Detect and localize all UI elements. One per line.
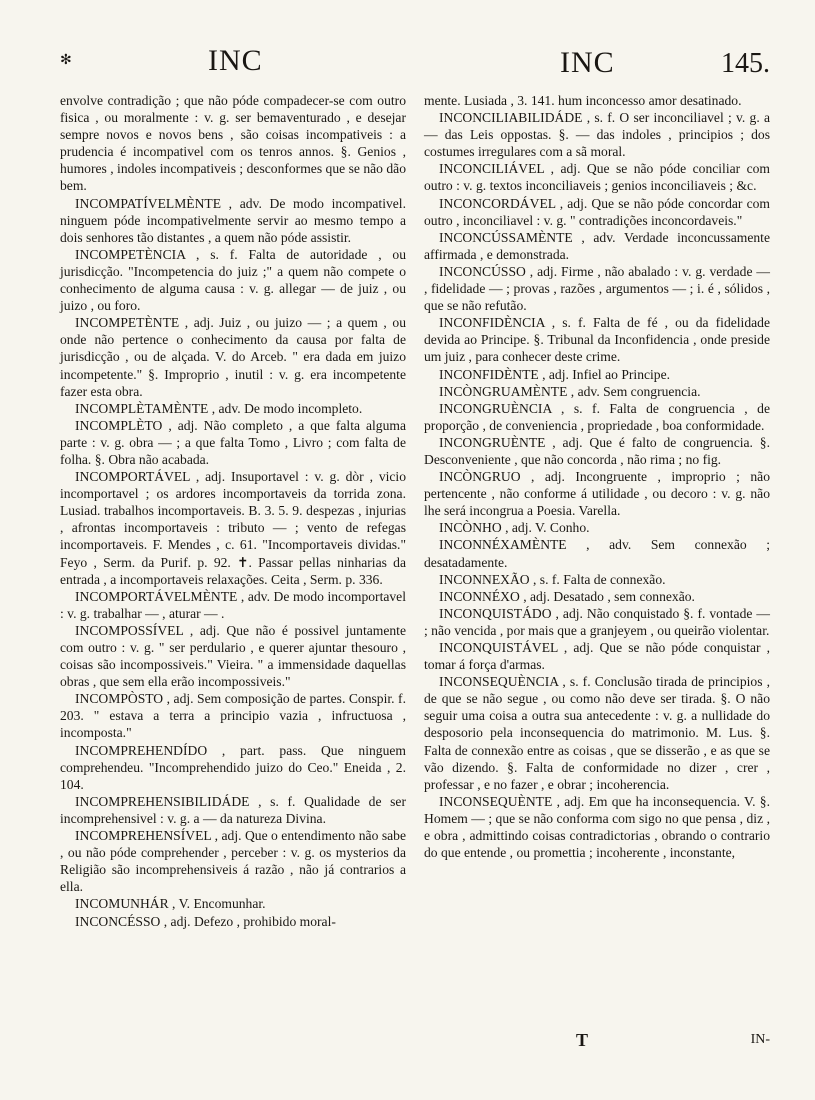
ornament-mark: ✻: [60, 52, 72, 68]
dictionary-entry: INCOMPORTÁVELMÈNTE , adv. De modo incomportavel : v. g. trabalhar — , aturar — .: [60, 588, 406, 621]
dictionary-entry: INCOMPETÈNCIA , s. f. Falta de autoridade , ou jurisdicção. "Incompetencia do juiz ;" a quem não compete o conhecimento de alguma causa : v. g. allegar — de juiz , ou juizo , ou foro.: [60, 246, 406, 314]
dictionary-entry: INCONQUISTÁDO , adj. Não conquistado §. f. vontade — ; não vencida , por mais que a granjeyem , ou queirão violentar.: [424, 605, 770, 638]
right-column: [424, 92, 770, 861]
dictionary-entry: INCONSEQUÈNCIA , s. f. Conclusão tirada de principios , de que se não segue , ou como não deve ser tirada. §. O não seguir uma coisa a outra sua antecedente : v. g. a nullidade do desposorio pela inconsequencia do matrimonio. M. Lus. §. Falta de connexão entre as coisas , que se disserão , e as que se vão dizendo. §. Falta de conformidade no dizer , crer , professar , e no fazer , e obrar ; incoherencia.: [424, 674, 770, 792]
dictionary-entry: INCONCÚSSAMÈNTE , adv. Verdade inconcussamente affirmada , e demonstrada.: [424, 229, 770, 262]
dictionary-entry: INCOMPLÈTAMÈNTE , adv. De modo incompleto.: [75, 400, 363, 416]
dictionary-entry: INCONNÉXO , adj. Desatado , sem connexão.: [439, 588, 695, 604]
left-column: [60, 92, 406, 930]
dictionary-entry: INCÒNHO , adj. V. Conho.: [439, 520, 590, 536]
dictionary-entry: INCONCORDÁVEL , adj. Que se não póde concordar com outro , inconciliavel : v. g. " contradições inconcordaveis.": [424, 195, 770, 228]
dictionary-entry: INCOMPOSSÍVEL , adj. Que não é possivel juntamente com outro : v. g. " ser perdulario , e querer ajuntar thesouro , coisas são incompossiveis." Vieira. " a immensidade daquellas obras , que sem ella erão incompossiveis.": [60, 622, 406, 690]
dictionary-entry: INCONGRUÈNTE , adj. Que é falto de congruencia. §. Desconveniente , que não concorda , não rima ; no fig.: [424, 434, 770, 467]
dictionary-entry: INCONCÚSSO , adj. Firme , não abalado : v. g. verdade — , fidelidade — ; provas , razões , argumentos — ; i. é , sólidos , que se não refutão.: [424, 263, 770, 314]
dictionary-entry: INCONCILIABILIDÁDE , s. f. O ser inconciliavel ; v. g. a — das Leis oppostas. §. — das indoles , principios ; dos costumes irregulares com a sã moral.: [424, 110, 770, 160]
page-number: 145.: [721, 48, 770, 79]
dictionary-entry: INCONGRUÈNCIA , s. f. Falta de congruencia , de proporção , de conveniencia , propriedade , boa conformidade.: [424, 400, 770, 433]
continued-entry: envolve contradição ; que não póde compadecer-se com outro fisica , ou moralmente : v. g. ser bemaventurado , e desejar sempre novos e novos bens , são coisas incompativeis : a prudencia é incompativel com os tenros annos. §. Genios , humores , indoles incompativeis ; desconformes que se não dão bem.: [60, 93, 406, 194]
dictionary-entry: INCOMPLÈTO , adj. Não completo , a que falta alguma parte : v. g. obra — ; a que falta Tomo , Livro ; com falta de folha. §. Obra não acabada.: [60, 417, 406, 467]
dictionary-entry: INCOMPREHENDÍDO , part. pass. Que ninguem comprehendeu. "Incomprehendido juizo do Ceo." Eneida , 2. 104.: [60, 742, 406, 792]
page-header: [60, 44, 770, 84]
page-footer: [424, 1030, 770, 1054]
continued-entry: mente. Lusiada , 3. 141. hum inconcesso amor desatinado.: [424, 93, 742, 108]
running-head-left: INC: [208, 44, 263, 77]
dictionary-entry: INCONNEXÃO , s. f. Falta de connexão.: [439, 571, 666, 587]
dictionary-entry: INCÒNGRUAMÈNTE , adv. Sem congruencia.: [439, 383, 701, 399]
dictionary-entry: INCOMPETÈNTE , adj. Juiz , ou juizo — ; a quem , ou onde não pertence o conhecimento da causa por falta de jurisdicção , ou de alçada. V. do Arceb. " era dada em juizo incompetente." §. Improprio , inutil : v. g. era incompetente fazer esta obra.: [60, 315, 406, 399]
dictionary-entry: INCOMPORTÁVEL , adj. Insuportavel : v. g. dòr , vicio incomportavel ; os ardores incomportaveis da torrida zona. Lusiad. trabalhos incomportaveis. B. 3. 5. 9. despezas , injurias , afrontas incomportaveis : tributo — ; vento de refegas incomportaveis. F. Mendes , c. 61. "Incomportaveis dividas." Feyo , Serm. da Purif. p. 92. ✝. Passar pellas ninharias da entrada , a incomportaveis relaxações. Ceita , Serm. p. 336.: [60, 469, 406, 587]
dictionary-entry: INCOMPREHENSÍVEL , adj. Que o entendimento não sabe , ou não póde comprehender , perceber : v. g. os mysterios da Religião são incomprehensiveis á razão , não já contrarios a ella.: [60, 828, 406, 895]
dictionary-entry: INCONCILIÁVEL , adj. Que se não póde conciliar com outro : v. g. textos inconciliaveis ; genios inconciliaveis ; &c.: [424, 161, 770, 194]
running-head-right: INC: [560, 46, 615, 79]
dictionary-entry: INCONFIDÈNTE , adj. Infiel ao Principe.: [439, 366, 671, 382]
dictionary-entry: INCÒNGRUO , adj. Incongruente , improprio ; não pertencente , não conforme á utilidade , ou decoro : v. g. não lhe será incongrua a Poesia. Varella.: [424, 469, 770, 519]
dictionary-entry: INCOMPÒSTO , adj. Sem composição de partes. Conspir. f. 203. " estava a terra a principio vazia , infructuosa , incomposta.": [60, 691, 406, 741]
dictionary-entry: INCONFIDÈNCIA , s. f. Falta de fé , ou da fidelidade devida ao Principe. §. Tribunal da Inconfidencia , onde preside um juiz , para conhecer deste crime.: [424, 315, 770, 365]
dictionary-entry: INCONNÉXAMÈNTE , adv. Sem connexão ; desatadamente.: [424, 537, 770, 570]
signature-mark: T: [576, 1030, 589, 1050]
dictionary-entry: INCOMPREHENSIBILIDÁDE , s. f. Qualidade de ser incomprehensivel : v. g. a — da natureza Divina.: [60, 793, 406, 826]
dictionary-entry: INCOMPATÍVELMÈNTE , adv. De modo incompativel. ninguem póde incompativelmente servir ao mesmo tempo a dois senhores tão distantes , a quem não póde assistir.: [60, 195, 406, 245]
dictionary-entry: INCOMUNHÁR , V. Encomunhar.: [75, 896, 266, 912]
catchword: IN-: [750, 1032, 770, 1047]
dictionary-entry: INCONQUISTÁVEL , adj. Que se não póde conquistar , tomar á força d'armas.: [424, 640, 770, 673]
dictionary-entry: INCONSEQUÈNTE , adj. Em que ha inconsequencia. V. §. Homem — ; que se não conforma com sigo no que pensa , diz , e obra , admittindo coisas contradictorias , obrando o contrario do que entende , ou promettia ; incoherente , inconstante,: [424, 793, 770, 861]
dictionary-entry: INCONCÉSSO , adj. Defezo , prohibido moral-: [75, 913, 336, 929]
